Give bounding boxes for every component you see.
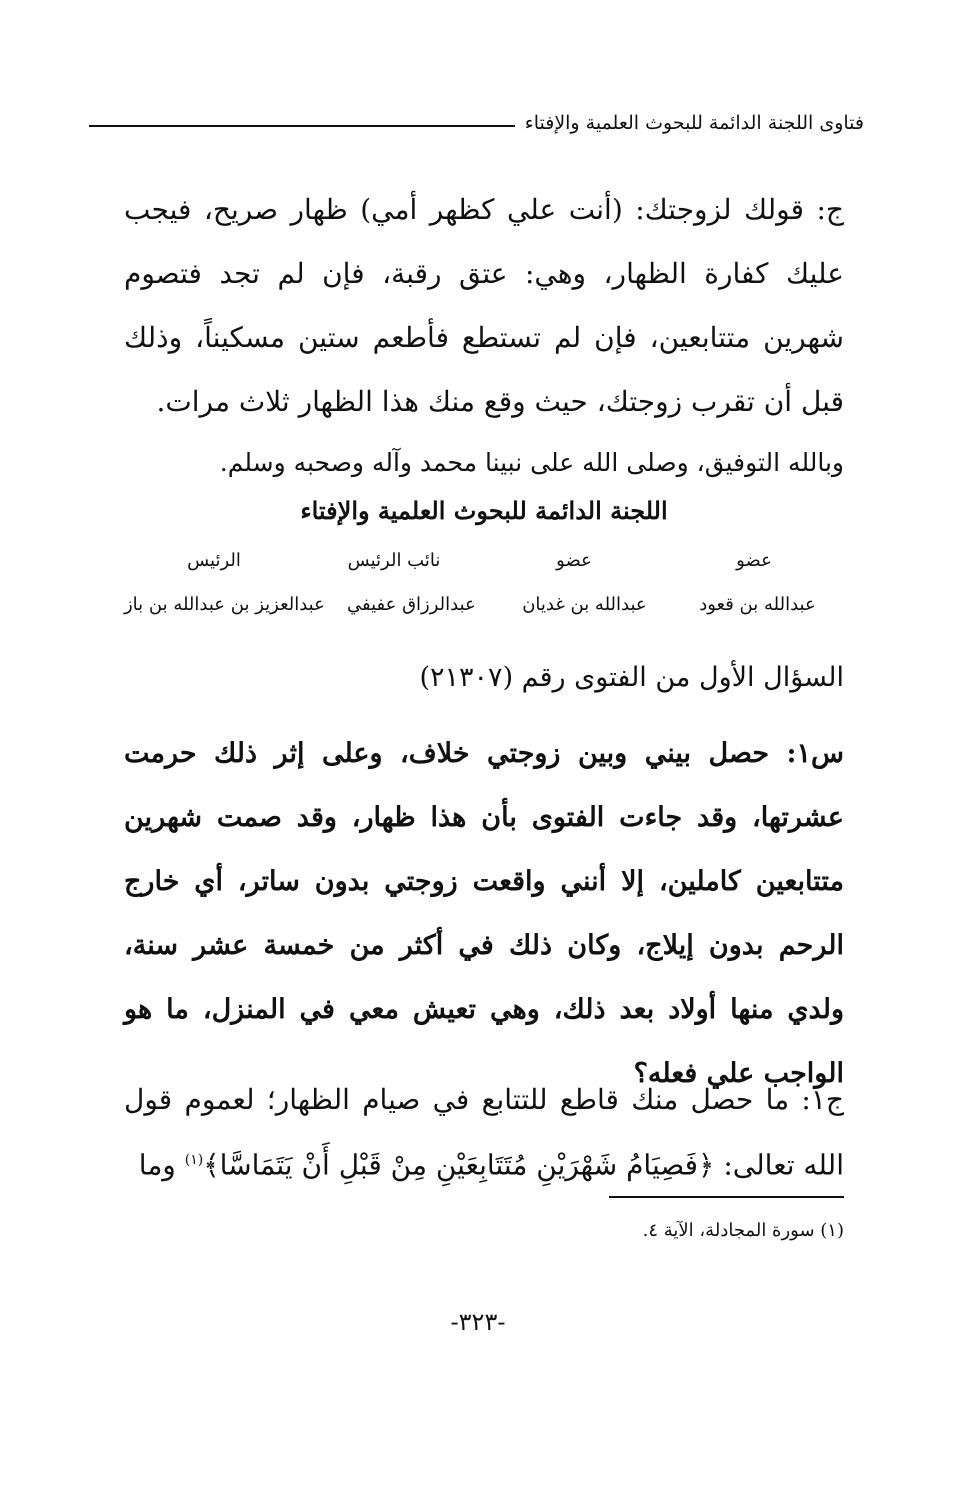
member-name-4: عبدالعزيز بن عبدالله بن باز	[123, 594, 325, 615]
closing-formula: وبالله التوفيق، وصلى الله على نبينا محمد وآله وصحبه وسلم.	[219, 448, 844, 477]
signature-names	[124, 594, 844, 615]
role-member-1: عضو	[736, 550, 772, 571]
role-member-2: عضو	[556, 550, 592, 571]
page-number: -٣٢٣-	[450, 1308, 506, 1336]
header-rule	[89, 125, 515, 127]
answer-text-before: ج١: ما حصل منك قاطع للتتابع في صيام الظهار؛ لعموم قول الله تعالى:	[124, 1083, 844, 1182]
member-name-3: عبدالرزاق عفيفي	[346, 594, 476, 615]
member-name-2: عبدالله بن غديان	[522, 594, 647, 615]
member-name-1: عبدالله بن قعود	[699, 594, 816, 615]
role-president: الرئيس	[187, 550, 241, 571]
footnote-rule	[609, 1196, 844, 1198]
previous-answer-paragraph: ج: قولك لزوجتك: (أنت علي كظهر أمي) ظهار صريح، فيجب عليك كفارة الظهار، وهي: عتق رقبة، فإن لم تجد فتصوم شهرين متتابعين، فإن لم تستطع فأطعم ستين مسكيناً، وذلك قبل أن تقرب زوجتك، حيث وقع منك هذا الظهار ثلاث مرات.	[124, 193, 844, 418]
footnote-marker: (١)	[184, 1152, 204, 1168]
answer-text-after: وما	[138, 1148, 185, 1182]
footnote: (١) سورة المجادلة، الآية ٤.	[642, 1220, 844, 1241]
question-paragraph: س١: حصل بيني وبين زوجتي خلاف، وعلى إثر ذلك حرمت عشرتها، وقد جاءت الفتوى بأن هذا ظهار، وقد صمت شهرين متتابعين كاملين، إلا أنني واقعت زوجتي بدون ساتر، أي خارج الرحم بدون إيلاج، وكان ذلك في أكثر من خمسة عشر سنة، ولدي منها أولاد بعد ذلك، وهي تعيش معي في المنزل، ما هو الواجب علي فعله؟	[124, 738, 844, 1089]
committee-name: اللجنة الدائمة للبحوث العلمية والإفتاء	[300, 496, 668, 525]
running-title: فتاوى اللجنة الدائمة للبحوث العلمية والإفتاء	[524, 112, 864, 134]
running-header	[89, 112, 864, 134]
question-heading: السؤال الأول من الفتوى رقم (٢١٣٠٧)	[419, 662, 844, 693]
quran-quote: ﴿فَصِيَامُ شَهْرَيْنِ مُتَتَابِعَيْنِ مِنْ قَبْلِ أَنْ يَتَمَاسَّا﴾	[203, 1148, 715, 1182]
signature-roles	[124, 550, 844, 571]
role-vice-president: نائب الرئيس	[347, 550, 441, 571]
answer-paragraph	[124, 1070, 844, 1195]
